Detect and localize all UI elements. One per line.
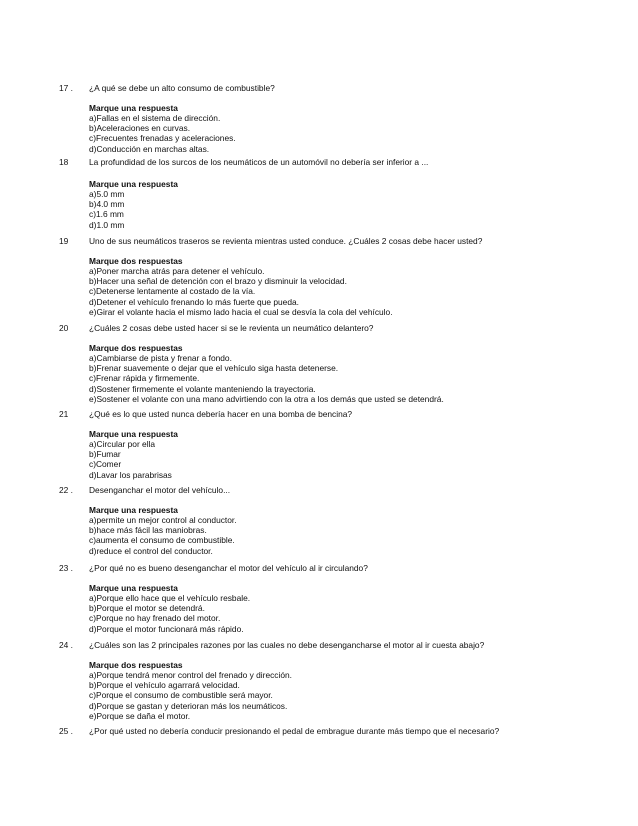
answer-option: b)Porque el motor se detendrá. [89, 603, 205, 614]
answer-options [89, 515, 237, 556]
answer-option: a)permite un mejor control al conductor. [89, 515, 237, 525]
question-text: ¿Cuáles son las 2 principales razones por las cuales no debe desengancharse el motor al ir cuesta abajo? [89, 640, 485, 650]
question-number: 22 . [59, 485, 73, 495]
answer-instruction: Marque dos respuestas [89, 256, 183, 266]
answer-option: d)Lavar los parabrisas [89, 469, 172, 480]
answer-option: c)Frenar rápida y firmemente. [89, 373, 200, 384]
question-number: 24 . [59, 640, 73, 650]
question-text: ¿Cuáles 2 cosas debe usted hacer si se le revienta un neumático delantero? [89, 323, 374, 333]
answer-instruction: Marque una respuesta [89, 103, 178, 113]
answer-instruction: Marque una respuesta [89, 179, 178, 189]
answer-option: c)Porque el consumo de combustible será mayor. [89, 690, 273, 701]
answer-option: e)Porque se daña el motor. [89, 710, 191, 721]
answer-option: a)Circular por ella [89, 439, 156, 449]
answer-option: b)Hacer una señal de detención con el brazo y disminuir la velocidad. [89, 276, 347, 287]
answer-option: b)Frenar suavemente o dejar que el vehículo siga hasta detenerse. [89, 363, 339, 374]
answer-option: a)Poner marcha atrás para detener el vehículo. [89, 266, 265, 276]
question-number: 25 . [59, 726, 73, 736]
question-text: ¿A qué se debe un alto consumo de combustible? [89, 83, 275, 93]
answer-option: c)Porque no hay frenado del motor. [89, 613, 221, 624]
question-number: 18 [59, 157, 69, 167]
answer-option: c)aumenta el consumo de combustible. [89, 535, 235, 546]
answer-option: c)1.6 mm [89, 209, 124, 220]
answer-option: b)4.0 mm [89, 199, 125, 210]
answer-option: b)Aceleraciones en curvas. [89, 123, 191, 134]
answer-option: d)Detener el vehículo frenando lo más fuerte que pueda. [89, 296, 299, 307]
question-number: 23 . [59, 563, 73, 573]
answer-options [89, 439, 172, 480]
answer-option: a)Fallas en el sistema de dirección. [89, 113, 221, 123]
answer-options [89, 593, 250, 634]
answer-option: d)Porque se gastan y deterioran más los neumáticos. [89, 700, 288, 711]
answer-options [89, 266, 393, 317]
answer-option: d)reduce el control del conductor. [89, 545, 213, 556]
answer-options [89, 353, 444, 404]
answer-instruction: Marque una respuesta [89, 583, 178, 593]
answer-option: b)hace más fácil las maniobras. [89, 525, 207, 536]
answer-option: b)Fumar [89, 449, 121, 460]
answer-options [89, 113, 236, 154]
answer-option: e)Girar el volante hacia el mismo lado hacia el cual se desvía la cola del vehículo. [89, 306, 393, 317]
question-number: 19 [59, 236, 69, 246]
question-text: Desenganchar el motor del vehículo... [89, 485, 231, 495]
answer-options [89, 670, 292, 721]
answer-option: e)Sostener el volante con una mano advirtiendo con la otra a los demás que usted se detendrá. [89, 393, 444, 404]
answer-option: a)Porque ello hace que el vehículo resbale. [89, 593, 251, 603]
question-text: ¿Por qué no es bueno desenganchar el motor del vehículo al ir circulando? [89, 563, 368, 573]
question-text: Uno de sus neumáticos traseros se revienta mientras usted conduce. ¿Cuáles 2 cosas debe hacer usted? [89, 236, 483, 246]
answer-option: a)Porque tendrá menor control del frenado y dirección. [89, 670, 292, 680]
question-text: ¿Qué es lo que usted nunca debería hacer en una bomba de bencina? [89, 409, 353, 419]
question-number: 20 [59, 323, 69, 333]
question-number: 21 [59, 409, 69, 419]
answer-instruction: Marque una respuesta [89, 429, 178, 439]
answer-option: d)Sostener firmemente el volante manteniendo la trayectoria. [89, 383, 316, 394]
question-text: La profundidad de los surcos de los neumáticos de un automóvil no debería ser inferior a ... [89, 157, 429, 167]
question-text: ¿Por qué usted no debería conducir presionando el pedal de embrague durante más tiempo que el necesario? [89, 726, 500, 736]
answer-option: a)Cambiarse de pista y frenar a fondo. [89, 353, 232, 363]
answer-option: c)Comer [89, 459, 122, 470]
question-number: 17 . [59, 83, 73, 93]
answer-option: d)1.0 mm [89, 219, 125, 230]
answer-option: a)5.0 mm [89, 189, 125, 199]
answer-option: d)Conducción en marchas altas. [89, 143, 210, 154]
answer-option: c)Detenerse lentamente al costado de la vía. [89, 286, 256, 297]
answer-instruction: Marque dos respuestas [89, 343, 183, 353]
answer-option: c)Frecuentes frenadas y aceleraciones. [89, 133, 236, 144]
answer-instruction: Marque una respuesta [89, 505, 178, 515]
answer-instruction: Marque dos respuestas [89, 660, 183, 670]
answer-options [89, 189, 124, 230]
answer-option: d)Porque el motor funcionará más rápido. [89, 623, 244, 634]
answer-option: b)Porque el vehículo agarrará velocidad. [89, 680, 240, 691]
